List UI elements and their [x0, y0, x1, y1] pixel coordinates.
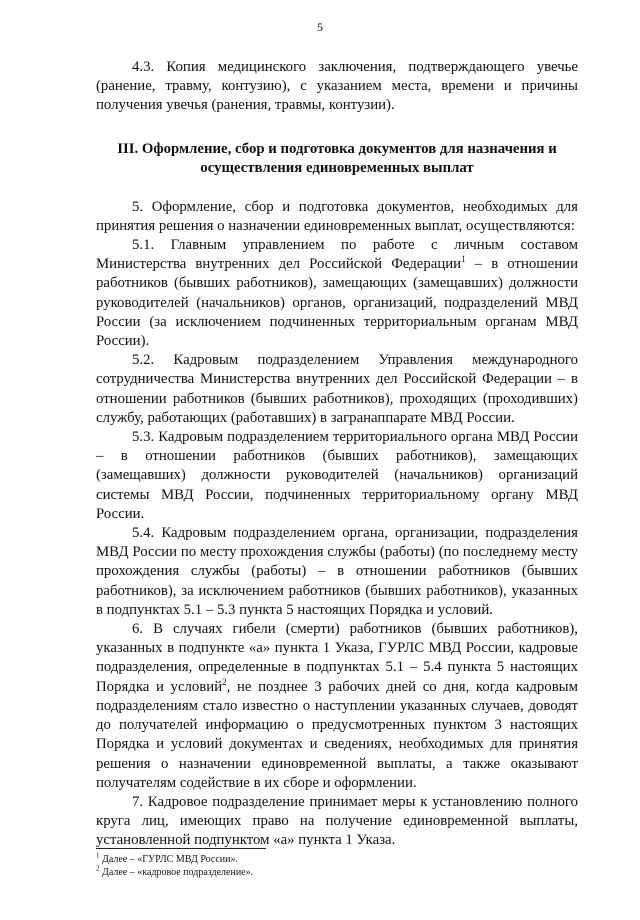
- footnote-2: [96, 866, 578, 879]
- footnote-1: [96, 853, 578, 866]
- paragraph-5-4: 5.4. Кадровым подразделением органа, организации, подразделения МВД России по месту прохождения службы (работы) (по последнему месту прохождения службы (работы) – в отношении работников (бывших работников), за исключением работников (бывших работников), указанных в подпунктах 5.1 – 5.3 пункта 5 настоящих Порядка и условий.: [96, 525, 578, 618]
- footnote-mark-1: 1: [96, 851, 100, 860]
- paragraph-7: 7. Кадровое подразделение принимает меры к установлению полного круга лиц, имеющих право на получение единовременной выплаты, установленной подпунктом «а» пункта 1 Указа.: [96, 793, 578, 849]
- footnote-divider: [96, 848, 266, 849]
- paragraph-5: 5. Оформление, сбор и подготовка документов, необходимых для принятия решения о назначении единовременных выплат, осуществляются:: [96, 198, 578, 234]
- document-body: [96, 58, 578, 851]
- paragraph-5-1-text-end: – в отношении работников (бывших работников), замещающих (замещавших) должности руководителей (начальников) органов, организаций, подразделений МВД России (за исключением подчиненных территориальным органам МВД России).: [96, 256, 578, 350]
- paragraph-5-2: 5.2. Кадровым подразделением Управления международного сотрудничества Министерства внутренних дел Российской Федерации – в отношении работников (бывших работников), проходящих (проходивших) службу, работающих (работавших) в загранаппарате МВД России.: [96, 352, 578, 426]
- section-heading: III. Оформление, сбор и подготовка документов для назначения и осуществления единовременных выплат: [117, 140, 557, 176]
- paragraph-6-text-end: , не позднее 3 рабочих дней со дня, когда кадровым подразделениям стало известно о наступлении указанных случаев, доводят до получателей информацию о предусмотренных пунктом 3 настоящих Порядка и условий документах и сведениях, необходимых для принятия решения о назначении единовременной выплаты, а также оказывают получателям содействие в их сборе и оформлении.: [96, 678, 578, 791]
- page-number: 5: [317, 20, 323, 34]
- paragraph-5-1: [96, 236, 578, 351]
- paragraph-5-1-text-start: 5.1. Главным управлением по работе с личным составом Министерства внутренних дел Российской Федерации: [96, 237, 578, 273]
- paragraph-6-text-start: 6. В случаях гибели (смерти) работников (бывших работников), указанных в подпункте «а» пункта 1 Указа, ГУРЛС МВД России, кадровые подразделения, определенные в подпунктах 5.1 – 5.4 пункта 5 настоящих Порядка и условий: [96, 621, 578, 695]
- footnote-text-1: Далее – «ГУРЛС МВД России».: [99, 854, 238, 865]
- footnotes: [96, 853, 578, 879]
- footnote-text-2: Далее – «кадровое подразделение».: [99, 867, 254, 878]
- paragraph-4-3: 4.3. Копия медицинского заключения, подтверждающего увечье (ранение, травму, контузию), с указанием места, времени и причины получения увечья (ранения, травмы, контузии).: [96, 59, 578, 114]
- paragraph-6: [96, 620, 578, 793]
- paragraph-5-3: 5.3. Кадровым подразделением территориального органа МВД России – в отношении работников (бывших работников), замещающих (замещавших) должности руководителей (начальников) организаций системы МВД России, подчиненных территориальному органу МВД России.: [96, 429, 578, 522]
- footnote-mark-2: 2: [96, 864, 100, 873]
- footnote-ref-2: 2: [222, 676, 227, 687]
- footnote-ref-1: 1: [461, 254, 466, 265]
